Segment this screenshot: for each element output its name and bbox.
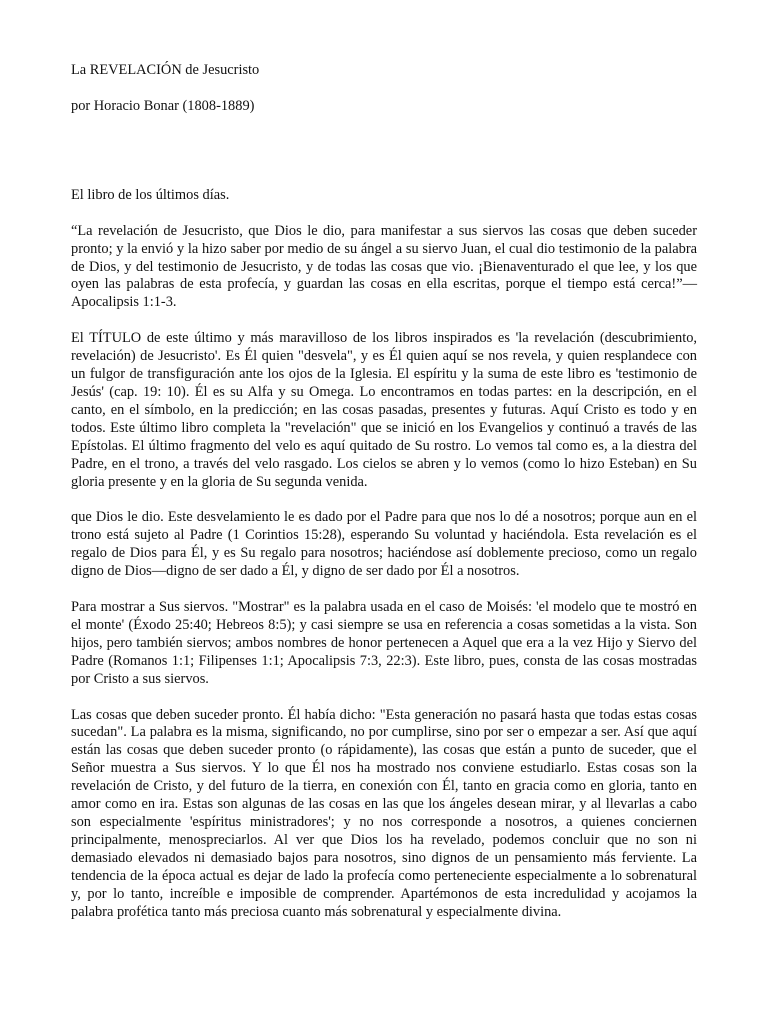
paragraph-quote: “La revelación de Jesucristo, que Dios le dio, para manifestar a sus siervos las cosas que deben suceder pronto; y la envió y la hizo saber por medio de su ángel a su siervo Juan, el cual dio testimonio de la palabra de Dios, y del testimonio de Jesucristo, y de todas las cosas que vio. ¡Bienaventurado el que lee, y los que oyen las palabras de esta profecía, y guardan las cosas en ella escritas, porque el tiempo está cerca!”—Apocalipsis 1:1-3.	[71, 222, 697, 311]
paragraph-things: Las cosas que deben suceder pronto. Él había dicho: "Esta generación no pasará hasta que todas estas cosas sucedan". La palabra es la misma, significando, no por cumplirse, sino por ser o empezar a ser. Así que aquí están las cosas que deben suceder pronto (o rápidamente), las cosas que están a punto de suceder, que el Señor muestra a Sus siervos. Y lo que Él nos ha mostrado nos conviene estudiarlo. Estas cosas son la revelación de Cristo, y del futuro de la tierra, en conexión con Él, tanto en gracia como en gloria, tanto en amor como en ira. Estas son algunas de las cosas en las que los ángeles desean mirar, y al llevarlas a cabo son especialmente 'espíritus ministradores'; y no nos corresponde a nosotros, a quienes conciernen principalmente, menospreciarlos. Al ver que Dios los ha revelado, podemos concluir que no son ni demasiado elevados ni demasiado bajos para nosotros, sino dignos de un pensamiento más ferviente. La tendencia de la época actual es dejar de lado la profecía como perteneciente especialmente a lo sobrenatural y, por lo tanto, increíble e imposible de comprender. Apartémonos de esta incredulidad y acojamos la palabra profética tanto más preciosa cuanto más sobrenatural y especialmente divina.	[71, 706, 697, 920]
section-heading: El libro de los últimos días.	[71, 186, 230, 203]
document-title: La REVELACIÓN de Jesucristo	[71, 62, 260, 78]
paragraph-title: El TÍTULO de este último y más maravilloso de los libros inspirados es 'la revelación (descubrimiento, revelación) de Jesucristo'. Es Él quien "desvela", y es Él quien aquí se nos revela, y quien resplandece con un fulgor de transfiguración ante los ojos de la Iglesia. El espíritu y la suma de este libro es 'testimonio de Jesús' (cap. 19: 10). Él es su Alfa y su Omega. Lo encontramos en todas partes: en la descripción, en el canto, en el símbolo, en la predicción; en las cosas pasadas, presentes y futuras. Aquí Cristo es todo y en todos. Este último libro completa la "revelación" que se inició en los Evangelios y continuó a través de las Epístolas. El último fragmento del velo es aquí quitado de Su rostro. Lo vemos tal como es, a la diestra del Padre, en el trono, a través del velo rasgado. Los cielos se abren y lo vemos (como lo hizo Esteban) en Su gloria presente y en la gloria de Su segunda venida.	[71, 330, 697, 490]
paragraph-show: Para mostrar a Sus siervos. "Mostrar" es la palabra usada en el caso de Moisés: 'el modelo que te mostró en el monte' (Éxodo 25:40; Hebreos 8:5); y casi siempre se usa en referencia a cosas sometidas a la vista. Son hijos, pero también siervos; ambos nombres de honor pertenecen a Aquel que era a la vez Hijo y Siervo del Padre (Romanos 1:1; Filipenses 1:1; Apocalipsis 7:3, 22:3). Este libro, pues, consta de las cosas mostradas por Cristo a sus siervos.	[71, 599, 697, 687]
document-page	[71, 62, 697, 921]
paragraph-given: que Dios le dio. Este desvelamiento le es dado por el Padre para que nos lo dé a nosotros; porque aun en el trono está sujeto al Padre (1 Corintios 15:28), esperando Su voluntad y haciéndola. Esta revelación es el regalo de Dios para Él, y es Su regalo para nosotros; haciéndose así doblemente precioso, como un regalo digno de Dios—digno de ser dado a Él, y digno de ser dado por Él a nosotros.	[71, 509, 697, 580]
author-line: por Horacio Bonar (1808-1889)	[71, 97, 255, 114]
